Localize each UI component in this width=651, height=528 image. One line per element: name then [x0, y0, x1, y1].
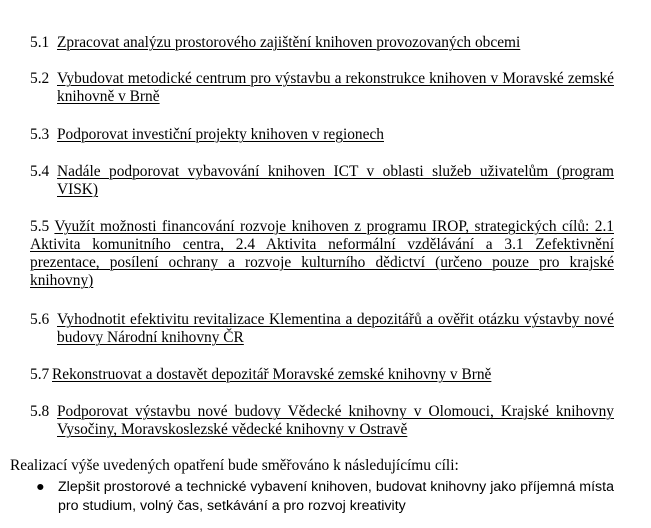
item-text: Podporovat investiční projekty knihoven v regionech	[57, 126, 384, 143]
bullet-dot-icon: ●	[36, 479, 45, 495]
goal-bullet-item	[36, 478, 614, 516]
bullet-text: Zlepšit prostorové a technické vybavení knihoven, budovat knihovny jako příjemná místa pro studium, volný čas, setkávání a pro rozvoj kreativity	[58, 479, 614, 514]
list-item-5-7	[30, 366, 614, 384]
item-number: 5.6	[30, 311, 50, 328]
goal-intro-text: Realizací výše uvedených opatření bude směřováno k následujícímu cíli:	[10, 457, 459, 474]
item-text: Vyhodnotit efektivitu revitalizace Klementina a depozitářů a ověřit otázku výstavby nové budovy Národní knihovny ČR	[57, 311, 614, 346]
item-number: 5.4	[30, 163, 50, 180]
item-text: Zpracovat analýzu prostorového zajištění knihoven provozovaných obcemi	[57, 34, 521, 51]
item-number: 5.5	[30, 218, 50, 235]
list-item-5-4	[30, 163, 614, 199]
item-text: Nadále podporovat vybavování knihoven ICT v oblasti služeb uživatelům (program VISK)	[57, 163, 614, 198]
list-item-5-6	[30, 311, 614, 347]
list-item-5-8	[30, 403, 614, 439]
item-text: Rekonstruovat a dostavět depozitář Moravské zemské knihovny v Brně	[52, 366, 492, 383]
item-text: Podporovat výstavbu nové budovy Vědecké knihovny v Olomouci, Krajské knihovny Vysočiny, Moravskoslezské vědecké knihovny v Ostravě	[57, 403, 614, 438]
item-text: Využít možnosti financování rozvoje knihoven z programu IROP, strategických cílů: 2.1 Aktivita komunitního centra, 2.4 Aktivita neformální vzdělávání a 3.1 Zefektivnění prezentace, posílení ochrany a rozvoje kulturního dědictví (určeno pouze pro krajské knihovny)	[30, 218, 614, 289]
list-item-5-2	[30, 70, 614, 106]
item-number: 5.1	[30, 34, 50, 51]
item-number: 5.7	[30, 366, 50, 383]
item-number: 5.8	[30, 403, 50, 420]
list-item-5-1	[30, 34, 614, 52]
item-number: 5.2	[30, 70, 50, 87]
item-number: 5.3	[30, 126, 50, 143]
list-item-5-3	[30, 126, 614, 144]
item-text: Vybudovat metodické centrum pro výstavbu a rekonstrukce knihoven v Moravské zemské knihovně v Brně	[57, 70, 614, 105]
list-item-5-5	[30, 218, 614, 290]
